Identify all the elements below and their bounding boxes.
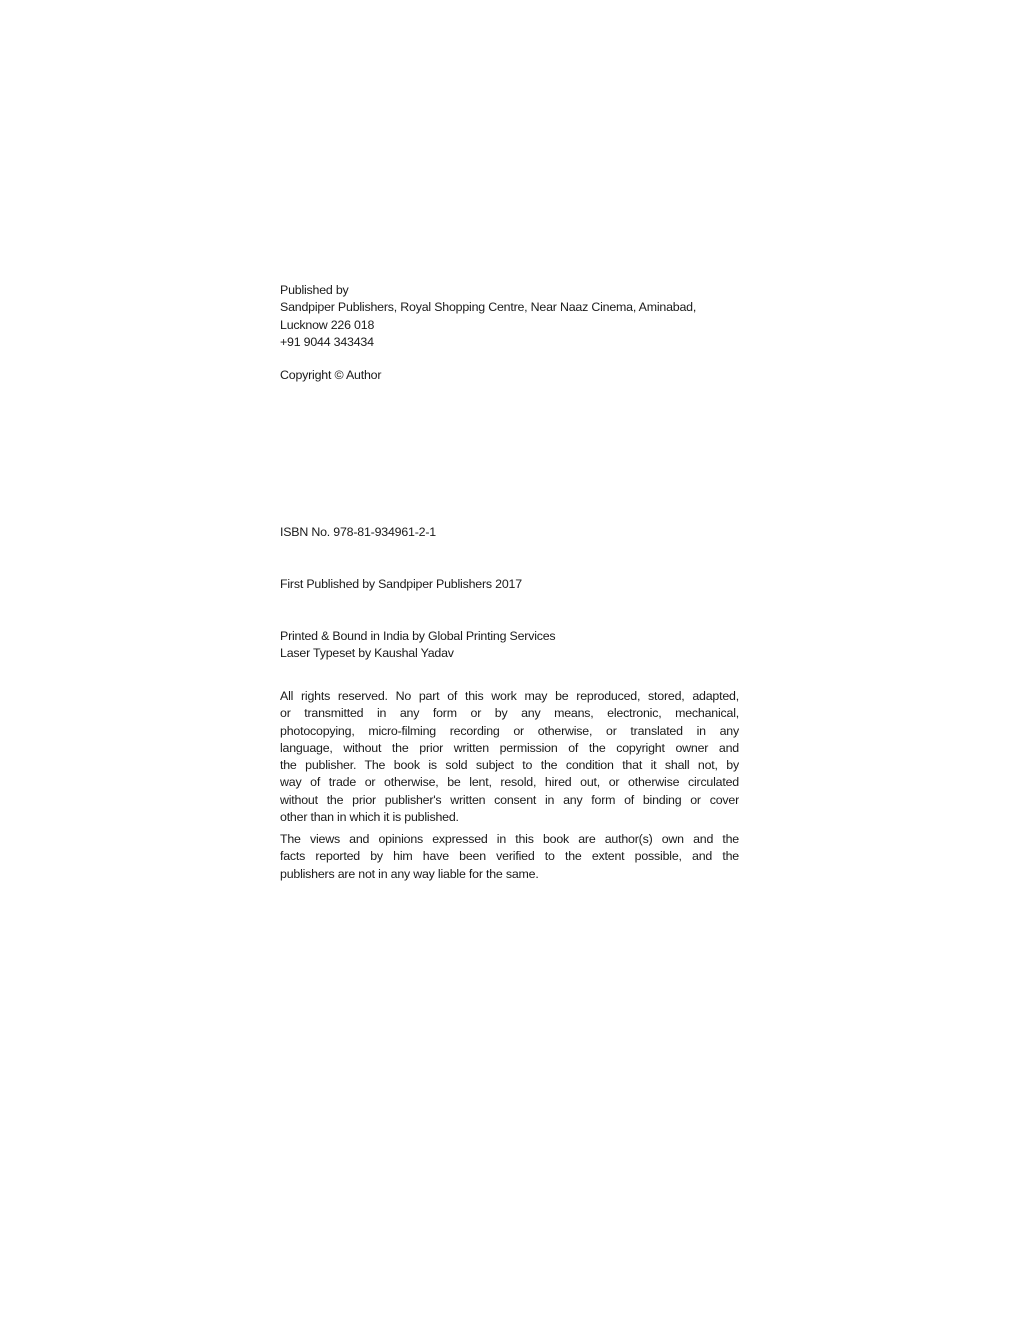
publisher-address: Sandpiper Publishers, Royal Shopping Centre, Near Naaz Cinema, Aminabad, bbox=[280, 300, 697, 315]
typeset-line: Laser Typeset by Kaushal Yadav bbox=[280, 646, 454, 661]
disclaimer-line: publishers are not in any way liable for the same. bbox=[280, 866, 539, 881]
rights-line: photocopying, micro-filming recording or otherwise, or translated in any bbox=[280, 723, 739, 738]
rights-line: the publisher. The book is sold subject to the condition that it shall not, by bbox=[280, 758, 739, 773]
copyright-line: Copyright © Author bbox=[280, 368, 382, 382]
publisher-phone: +91 9044 343434 bbox=[280, 334, 374, 349]
rights-line: language, without the prior written permission of the copyright owner and bbox=[280, 740, 739, 755]
disclaimer-line: facts reported by him have been verified to the extent possible, and the bbox=[280, 849, 739, 864]
publisher-block bbox=[280, 282, 739, 351]
printing-block bbox=[280, 628, 739, 663]
rights-paragraph bbox=[280, 688, 739, 826]
disclaimer-paragraph bbox=[280, 831, 739, 883]
rights-line: or transmitted in any form or by any means, electronic, mechanical, bbox=[280, 706, 739, 721]
printed-line: Printed & Bound in India by Global Printing Services bbox=[280, 629, 556, 643]
isbn-line: ISBN No. 978-81-934961-2-1 bbox=[280, 525, 436, 539]
publisher-city: Lucknow 226 018 bbox=[280, 317, 375, 332]
rights-line: without the prior publisher's written consent in any form of binding or cover bbox=[280, 792, 739, 807]
rights-line: way of trade or otherwise, be lent, resold, hired out, or otherwise circulated bbox=[280, 775, 739, 790]
rights-line: All rights reserved. No part of this work may be reproduced, stored, adapted, bbox=[280, 689, 739, 703]
first-published-line: First Published by Sandpiper Publishers 2017 bbox=[280, 577, 522, 591]
rights-line: other than in which it is published. bbox=[280, 810, 459, 825]
disclaimer-line: The views and opinions expressed in this book are author(s) own and the bbox=[280, 832, 739, 846]
published-by-label: Published by bbox=[280, 283, 349, 297]
